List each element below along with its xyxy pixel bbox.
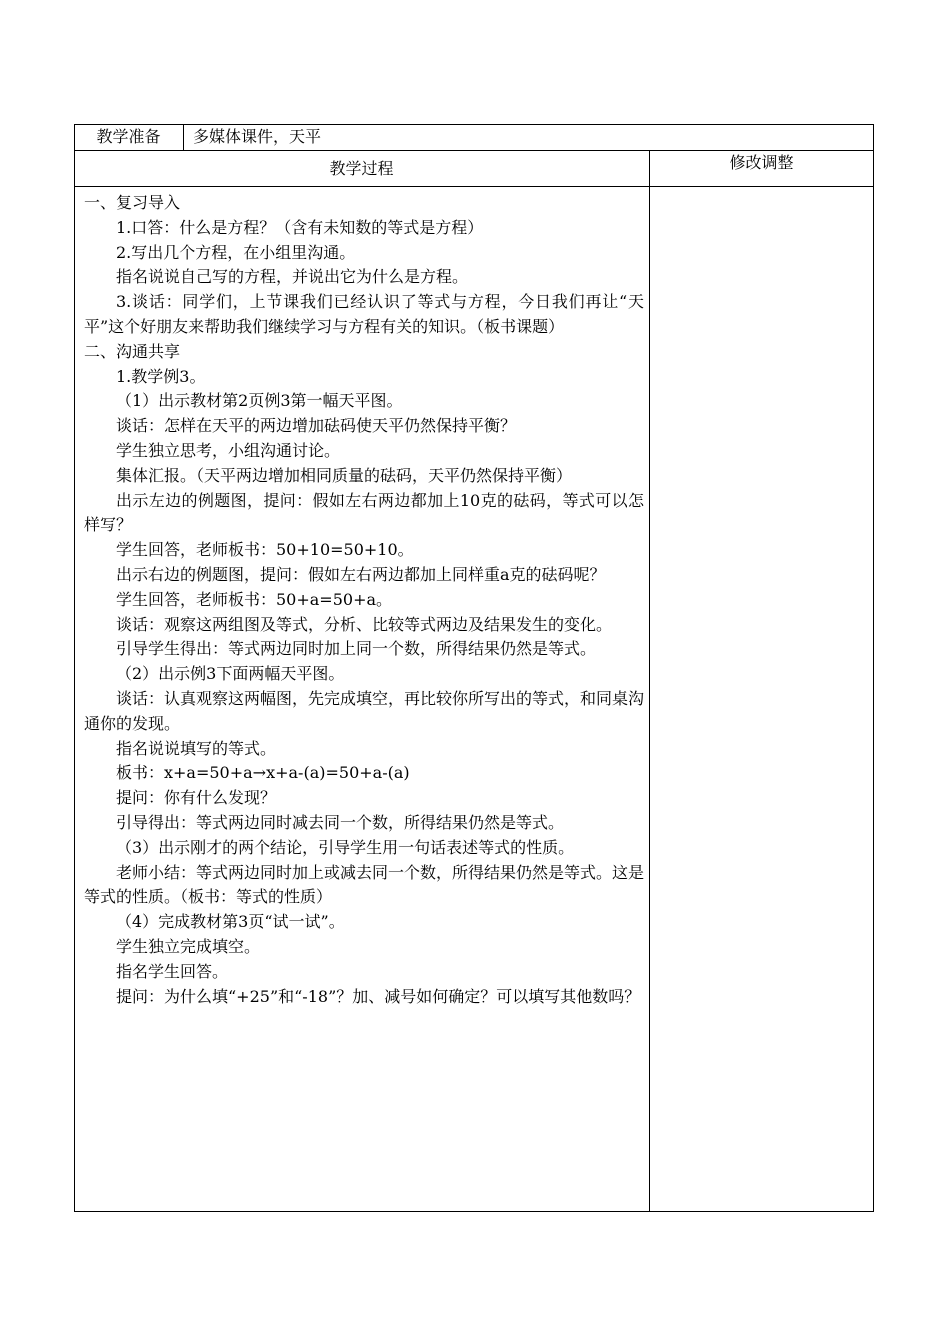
- lesson-paragraph: （4）完成教材第3页“试一试”。: [116, 912, 345, 932]
- revise-column-cell: [650, 187, 873, 1211]
- lesson-paragraph: 学生回答，老师板书：50+a=50+a。: [116, 589, 393, 609]
- lesson-paragraph: 提问：你有什么发现？: [116, 788, 277, 808]
- lesson-paragraph: 老师小结：等式两边同时加上或减去同一个数，所得结果仍然是等式。这是等式的性质。（板书：等式的性质）: [84, 862, 645, 907]
- lesson-paragraph: 学生回答，老师板书：50+10=50+10。: [116, 540, 414, 560]
- lesson-paragraph: 提问：为什么填“+25”和“-18”？加、减号如何确定？可以填写其他数吗？: [116, 986, 641, 1006]
- lesson-paragraph: 引导学生得出：等式两边同时加上同一个数，所得结果仍然是等式。: [116, 639, 597, 659]
- lesson-paragraph: 指名说说填写的等式。: [116, 738, 277, 758]
- lesson-paragraph: 学生独立思考，小组沟通讨论。: [116, 440, 341, 460]
- lesson-paragraph: 集体汇报。（天平两边增加相同质量的砝码，天平仍然保持平衡）: [116, 465, 573, 485]
- prep-value: 多媒体课件，天平: [193, 127, 322, 146]
- lesson-paragraph: 1.口答：什么是方程？（含有未知数的等式是方程）: [116, 217, 484, 237]
- lesson-paragraph: 板书：x+a=50+a→x+a-(a)=50+a-(a): [116, 763, 410, 783]
- lesson-paragraph: 指名学生回答。: [116, 961, 229, 981]
- lesson-paragraph: 2.写出几个方程，在小组里沟通。: [116, 242, 356, 262]
- lesson-paragraph: （2）出示例3下面两幅天平图。: [116, 664, 345, 684]
- col-divider-prep: [183, 124, 184, 150]
- lesson-paragraph: 3.谈话：同学们，上节课我们已经认识了等式与方程，今日我们再让“天平”这个好朋友来帮助我们继续学习与方程有关的知识。（板书课题）: [84, 292, 644, 336]
- lesson-paragraph: 出示左边的例题图，提问：假如左右两边都加上10克的砝码，等式可以怎样写？: [84, 490, 644, 535]
- prep-label: 教学准备: [96, 127, 161, 146]
- lesson-paragraph: 1.教学例3。: [116, 366, 206, 386]
- lesson-process-content: [84, 191, 644, 1009]
- lesson-paragraph: 谈话：怎样在天平的两边增加砝码使天平仍然保持平衡？: [116, 416, 517, 436]
- lesson-paragraph: 指名说说自己写的方程，并说出它为什么是方程。: [116, 267, 469, 287]
- lesson-paragraph: 出示右边的例题图，提问：假如左右两边都加上同样重a克的砝码呢？: [116, 564, 606, 584]
- row-divider-prep: [74, 150, 874, 151]
- lesson-paragraph: 学生独立完成填空。: [116, 936, 261, 956]
- revise-header: 修改调整: [729, 153, 794, 172]
- lesson-paragraph: （1）出示教材第2页例3第一幅天平图。: [116, 391, 403, 411]
- lesson-paragraph: （3）出示刚才的两个结论，引导学生用一句话表述等式的性质。: [116, 837, 575, 857]
- lesson-paragraph: 谈话：观察这两组图及等式，分析、比较等式两边及结果发生的变化。: [116, 614, 613, 634]
- section-heading: 一、复习导入: [84, 193, 181, 212]
- lesson-paragraph: 谈话：认真观察这两幅图，先完成填空，再比较你所写出的等式，和同桌沟通你的发现。: [84, 688, 645, 733]
- process-header: 教学过程: [329, 159, 394, 178]
- section-heading: 二、沟通共享: [84, 341, 181, 361]
- lesson-paragraph: 引导得出：等式两边同时减去同一个数，所得结果仍然是等式。: [116, 812, 565, 832]
